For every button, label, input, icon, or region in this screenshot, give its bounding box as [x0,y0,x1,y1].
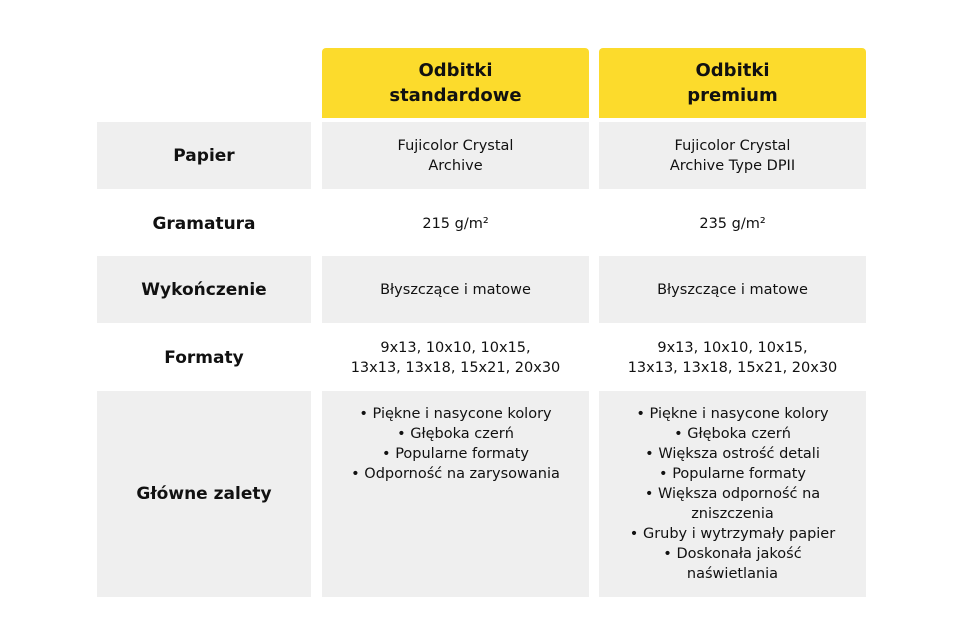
cell-line: 13x13, 13x18, 15x21, 20x30 [350,359,561,376]
row-label [97,256,311,323]
header-premium: Odbitki premium [599,48,866,118]
cell-premium [599,391,866,597]
cell-standard [322,193,589,255]
cell-line: Błyszczące i matowe [657,281,808,298]
row-label [97,325,311,390]
cell-line: 13x13, 13x18, 15x21, 20x30 [627,359,838,376]
benefit-item: • Popularne formaty [331,444,581,464]
benefit-item: • Popularne formaty [618,464,848,484]
cell-standard [322,391,589,597]
cell-line: 9x13, 10x10, 10x15, [657,339,808,356]
row-label-text: Papier [173,145,235,166]
cell-line: 215 g/m² [422,216,489,232]
cell-line: Fujicolor Crystal [674,137,791,154]
row-label-text: Wykończenie [141,279,267,300]
benefit-item: • Gruby i wytrzymały papier [618,524,848,544]
benefit-item: • Większa ostrość detali [618,444,848,464]
benefits-list [331,404,581,484]
row-label-text: Główne zalety [136,484,272,504]
benefit-item: • Głęboka czerń [331,424,581,444]
row-label-text: Formaty [164,347,244,368]
cell-premium [599,193,866,255]
cell-line: 9x13, 10x10, 10x15, [380,339,531,356]
cell-premium [599,256,866,323]
benefit-item: • Odporność na zarysowania [331,464,581,484]
cell-line: 235 g/m² [699,216,766,232]
cell-premium [599,122,866,189]
row-label [97,391,311,597]
benefit-item: • Głęboka czerń [618,424,848,444]
benefit-item: • Doskonała jakość naświetlania [618,544,848,584]
cell-standard [322,122,589,189]
header-standard: Odbitki standardowe [322,48,589,118]
cell-standard [322,256,589,323]
benefit-item: • Piękne i nasycone kolory [331,404,581,424]
row-label [97,193,311,255]
row-label [97,122,311,189]
benefits-list [618,404,848,584]
row-label-text: Gramatura [152,214,256,234]
cell-line: Błyszczące i matowe [380,281,531,298]
cell-line: Fujicolor Crystal [397,137,514,154]
benefit-item: • Piękne i nasycone kolory [618,404,848,424]
benefit-item: • Większa odporność na zniszczenia [618,484,848,524]
cell-line: Archive Type DPII [669,157,796,174]
cell-premium [599,325,866,390]
cell-line: Archive [428,157,483,174]
cell-standard [322,325,589,390]
